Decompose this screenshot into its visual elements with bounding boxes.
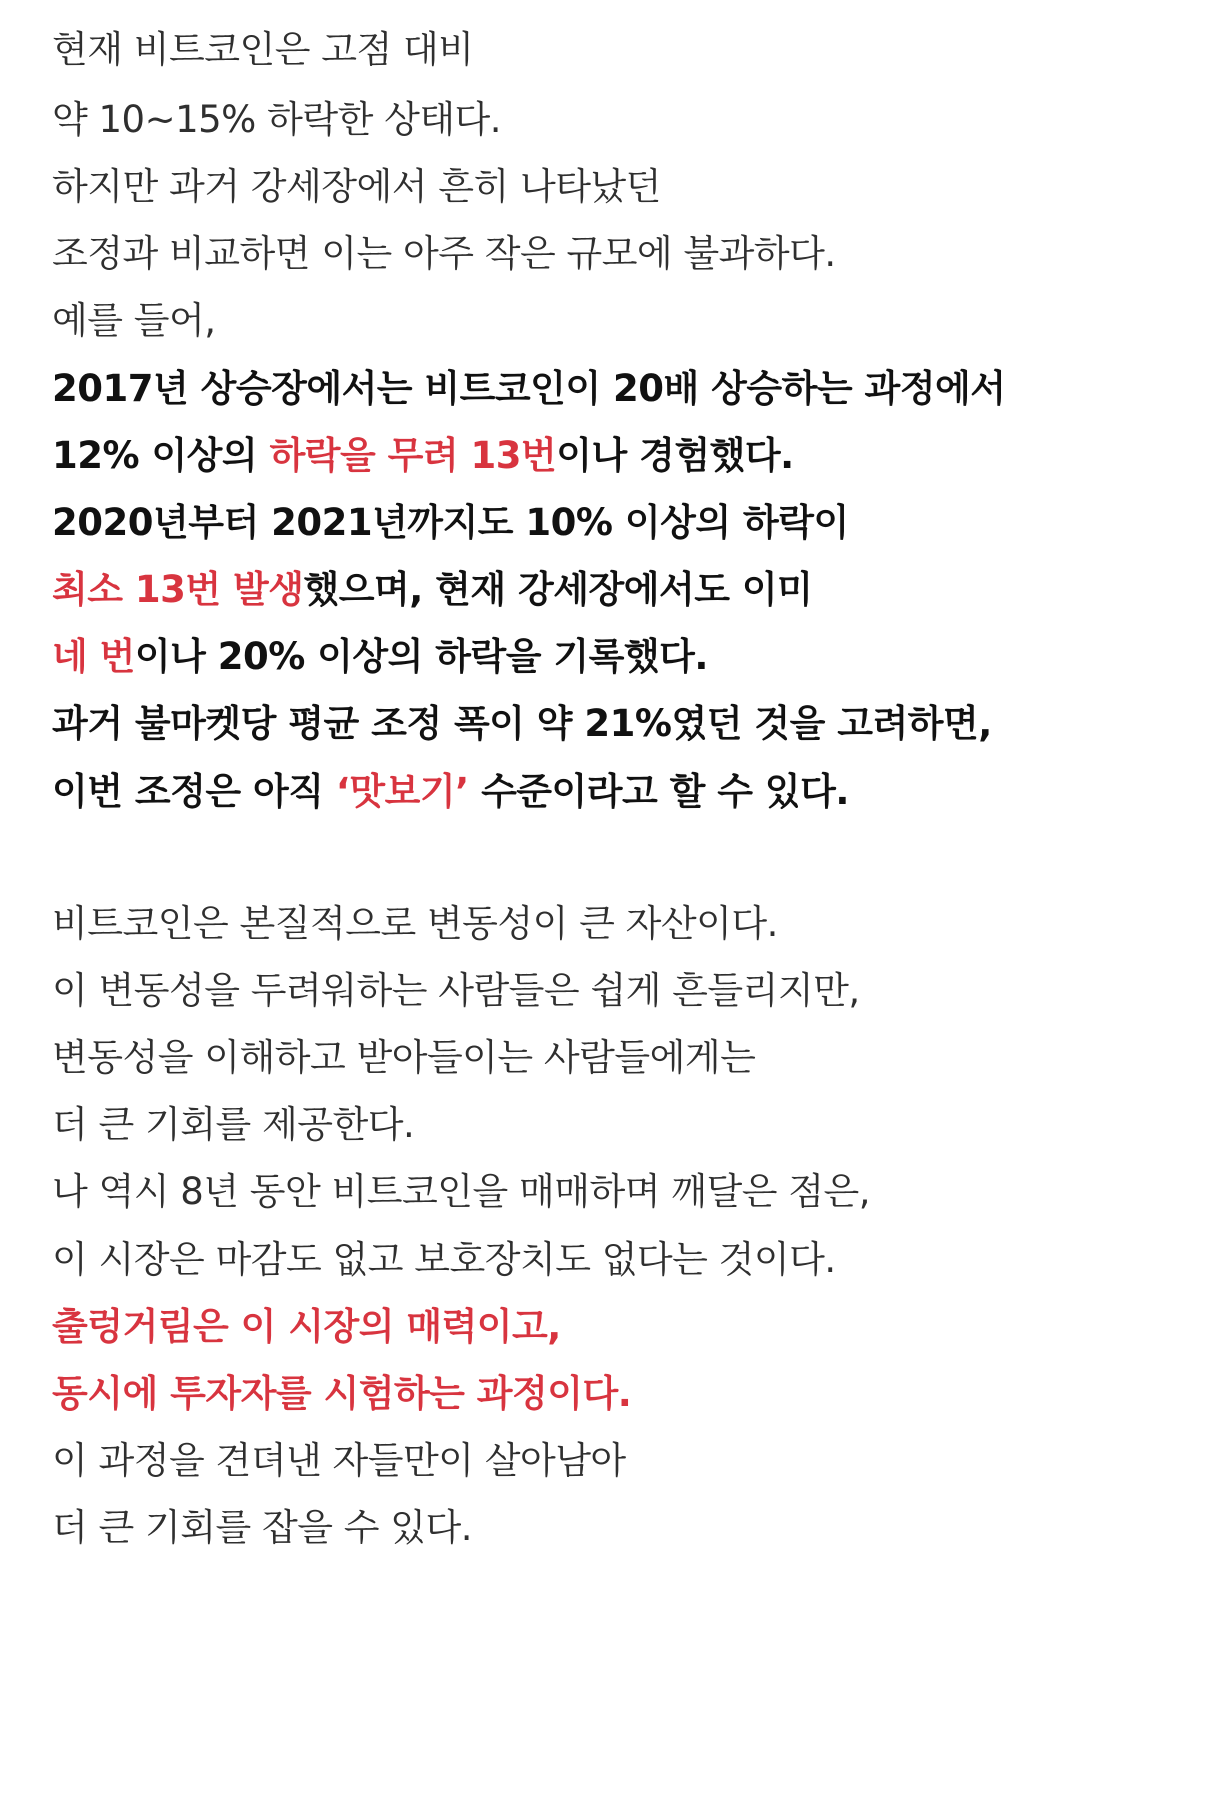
text-segment: 이번 조정은 아직 [52, 770, 336, 813]
bold-text-line: 2017년 상승장에서는 비트코인이 20배 상승하는 과정에서 [52, 367, 1006, 410]
text-segment: 12% 이상의 [52, 434, 270, 477]
text-segment: 수준이라고 할 수 있다. [468, 770, 849, 813]
bold-text-line [52, 432, 794, 480]
highlight-text: 하락을 무려 13번 [269, 434, 557, 477]
text-line: 조정과 비교하면 이는 아주 작은 규모에 불과하다. [52, 232, 836, 275]
text-line: 더 큰 기회를 제공한다. [52, 1103, 415, 1146]
text-line: 예를 들어, [52, 299, 216, 342]
bold-text-line [52, 566, 812, 614]
text-line: 이 과정을 견뎌낸 자들만이 살아남아 [52, 1439, 626, 1482]
text-segment: 이나 20% 이상의 하락을 기록했다. [134, 635, 708, 678]
bold-text-line [52, 768, 849, 816]
bold-text-line: 과거 불마켓당 평균 조정 폭이 약 21%였던 것을 고려하면, [52, 702, 992, 745]
highlight-text: ‘맛보기’ [335, 770, 469, 813]
text-line: 비트코인은 본질적으로 변동성이 큰 자산이다. [52, 902, 778, 945]
highlight-text: 최소 13번 발생 [52, 568, 304, 611]
text-line: 약 10~15% 하락한 상태다. [52, 98, 502, 141]
text-segment: 이나 경험했다. [556, 434, 794, 477]
highlight-text-line: 출렁거림은 이 시장의 매력이고, [52, 1305, 561, 1348]
text-segment: 했으며, 현재 강세장에서도 이미 [303, 568, 813, 611]
text-line: 나 역시 8년 동안 비트코인을 매매하며 깨달은 점은, [52, 1170, 870, 1213]
highlight-text-line: 동시에 투자자를 시험하는 과정이다. [52, 1372, 632, 1415]
highlight-text: 네 번 [52, 635, 135, 678]
bold-text-line: 2020년부터 2021년까지도 10% 이상의 하락이 [52, 501, 849, 544]
text-line: 변동성을 이해하고 받아들이는 사람들에게는 [52, 1036, 756, 1079]
text-line: 이 시장은 마감도 없고 보호장치도 없다는 것이다. [52, 1238, 836, 1281]
text-line: 현재 비트코인은 고점 대비 [52, 28, 474, 71]
text-line: 이 변동성을 두려워하는 사람들은 쉽게 흔들리지만, [52, 969, 860, 1012]
text-line: 하지만 과거 강세장에서 흔히 나타났던 [52, 165, 661, 208]
bold-text-line [52, 633, 708, 681]
text-line: 더 큰 기회를 잡을 수 있다. [52, 1506, 472, 1549]
